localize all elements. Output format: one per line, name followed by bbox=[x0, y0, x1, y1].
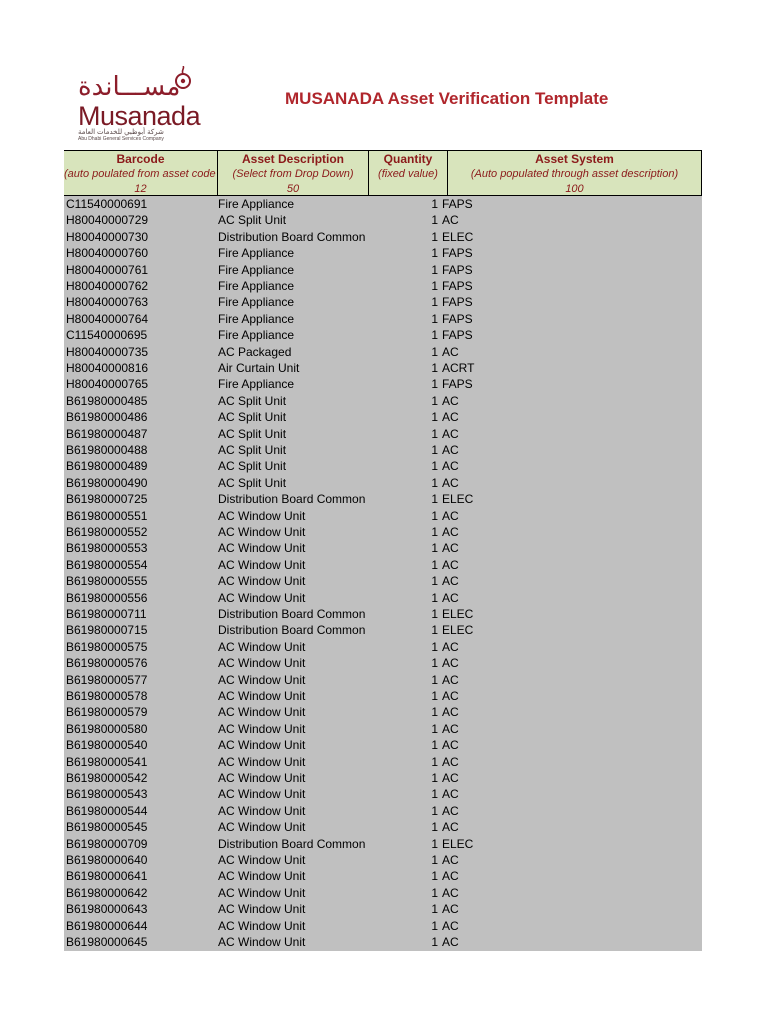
table-row[interactable] bbox=[64, 540, 702, 556]
description-cell[interactable]: AC Window Unit bbox=[218, 738, 306, 753]
system-cell[interactable]: AC bbox=[442, 426, 459, 441]
system-cell[interactable]: AC bbox=[442, 705, 459, 720]
description-cell[interactable]: AC Split Unit bbox=[218, 410, 287, 425]
barcode-cell[interactable]: C11540000695 bbox=[66, 328, 148, 343]
quantity-cell[interactable]: 1 bbox=[431, 443, 438, 457]
table-row[interactable] bbox=[64, 934, 702, 950]
barcode-cell[interactable]: B61980000643 bbox=[66, 902, 148, 917]
system-cell[interactable]: AC bbox=[442, 787, 459, 802]
quantity-cell[interactable]: 1 bbox=[431, 508, 438, 523]
barcode-cell[interactable]: H80040000762 bbox=[66, 279, 149, 293]
system-cell[interactable]: AC bbox=[442, 689, 459, 703]
barcode-cell[interactable]: B61980000709 bbox=[66, 836, 148, 851]
barcode-cell[interactable]: B61980000641 bbox=[66, 869, 148, 884]
table-row[interactable] bbox=[64, 212, 702, 228]
column-header-system bbox=[447, 150, 702, 196]
system-cell[interactable]: FAPS bbox=[442, 328, 473, 343]
system-cell[interactable]: AC bbox=[442, 820, 459, 835]
description-cell[interactable]: Distribution Board Common bbox=[218, 836, 366, 851]
table-row[interactable] bbox=[64, 344, 702, 360]
quantity-cell[interactable]: 1 bbox=[431, 672, 438, 687]
system-cell[interactable]: AC bbox=[442, 885, 459, 900]
system-cell[interactable]: AC bbox=[442, 918, 459, 933]
description-cell[interactable]: Fire Appliance bbox=[218, 197, 295, 211]
quantity-cell[interactable]: 1 bbox=[431, 492, 438, 507]
quantity-cell[interactable]: 1 bbox=[431, 639, 438, 654]
system-cell[interactable]: AC bbox=[442, 574, 459, 589]
barcode-cell[interactable]: B61980000645 bbox=[66, 935, 148, 949]
barcode-cell[interactable]: B61980000577 bbox=[66, 672, 148, 687]
system-cell[interactable]: AC bbox=[442, 525, 459, 539]
barcode-cell[interactable]: B61980000642 bbox=[66, 885, 148, 900]
quantity-cell[interactable]: 1 bbox=[431, 475, 438, 490]
barcode-cell[interactable]: B61980000552 bbox=[66, 525, 148, 539]
barcode-cell[interactable]: B61980000486 bbox=[66, 410, 148, 425]
barcode-cell[interactable]: H80040000760 bbox=[66, 246, 149, 261]
column-header-barcode bbox=[64, 150, 218, 196]
description-cell[interactable]: AC Window Unit bbox=[218, 935, 306, 949]
column-header-note: (Select from Drop Down) bbox=[232, 168, 354, 180]
table-row[interactable] bbox=[64, 508, 702, 524]
system-cell[interactable]: AC bbox=[442, 902, 459, 917]
quantity-cell[interactable]: 1 bbox=[431, 820, 438, 835]
description-cell[interactable]: AC Window Unit bbox=[218, 721, 306, 736]
barcode-cell[interactable]: B61980000711 bbox=[66, 607, 147, 621]
quantity-cell[interactable]: 1 bbox=[431, 213, 438, 228]
barcode-cell[interactable]: H80040000729 bbox=[66, 213, 149, 228]
table-row[interactable] bbox=[64, 655, 702, 671]
system-cell[interactable]: ELEC bbox=[442, 623, 474, 638]
description-cell[interactable]: AC Window Unit bbox=[218, 508, 306, 523]
barcode-cell[interactable]: B61980000545 bbox=[66, 820, 148, 835]
description-cell[interactable]: AC Window Unit bbox=[218, 918, 306, 933]
quantity-cell[interactable]: 1 bbox=[431, 525, 438, 539]
quantity-cell[interactable]: 1 bbox=[431, 328, 438, 343]
table-row[interactable] bbox=[64, 590, 702, 606]
logo-subtitle-english: Abu Dhabi General Services Company bbox=[78, 136, 164, 142]
column-header-note: (fixed value) bbox=[378, 168, 438, 180]
barcode-cell[interactable]: B61980000580 bbox=[66, 721, 148, 736]
column-header-note: (auto poulated from asset code bbox=[64, 168, 216, 180]
system-cell[interactable]: AC bbox=[442, 672, 459, 687]
column-header-label: Asset System bbox=[535, 152, 614, 166]
barcode-cell[interactable]: B61980000575 bbox=[66, 639, 148, 654]
system-cell[interactable]: AC bbox=[442, 869, 459, 884]
description-cell[interactable]: Distribution Board Common bbox=[218, 492, 366, 507]
barcode-cell[interactable]: B61980000543 bbox=[66, 787, 148, 802]
table-row[interactable] bbox=[64, 262, 702, 278]
quantity-cell[interactable]: 1 bbox=[431, 574, 438, 589]
quantity-cell[interactable]: 1 bbox=[431, 459, 438, 474]
table-row[interactable] bbox=[64, 524, 702, 540]
quantity-cell[interactable]: 1 bbox=[431, 295, 438, 310]
description-cell[interactable]: AC Window Unit bbox=[218, 525, 306, 539]
column-header-label: Quantity bbox=[383, 152, 433, 166]
description-cell[interactable]: AC Window Unit bbox=[218, 803, 306, 818]
system-cell[interactable]: ELEC bbox=[442, 492, 474, 507]
quantity-cell[interactable]: 1 bbox=[431, 344, 438, 359]
description-cell[interactable]: AC Window Unit bbox=[218, 705, 306, 720]
column-header-label: Barcode bbox=[116, 152, 165, 166]
column-header-description bbox=[217, 150, 369, 196]
description-cell[interactable]: AC Split Unit bbox=[218, 475, 287, 490]
musanada-logo bbox=[72, 66, 201, 142]
description-cell[interactable]: AC Split Unit bbox=[218, 443, 287, 457]
table-row[interactable] bbox=[64, 458, 702, 474]
quantity-cell[interactable]: 1 bbox=[431, 246, 438, 261]
system-cell[interactable]: AC bbox=[442, 393, 459, 408]
system-cell[interactable]: AC bbox=[442, 508, 459, 523]
system-cell[interactable]: FAPS bbox=[442, 311, 473, 326]
quantity-cell[interactable]: 1 bbox=[431, 803, 438, 818]
table-row[interactable] bbox=[64, 819, 702, 835]
description-cell[interactable]: AC Window Unit bbox=[218, 820, 306, 835]
system-cell[interactable]: AC bbox=[442, 443, 459, 457]
barcode-cell[interactable]: H80040000763 bbox=[66, 295, 149, 310]
barcode-cell[interactable]: B61980000579 bbox=[66, 705, 148, 720]
barcode-cell[interactable]: H80040000764 bbox=[66, 311, 149, 326]
system-cell[interactable]: FAPS bbox=[442, 262, 473, 277]
barcode-cell[interactable]: B61980000576 bbox=[66, 656, 148, 671]
quantity-cell[interactable]: 1 bbox=[431, 787, 438, 802]
quantity-cell[interactable]: 1 bbox=[431, 918, 438, 933]
table-row[interactable] bbox=[64, 901, 702, 917]
barcode-cell[interactable]: B61980000485 bbox=[66, 393, 148, 408]
description-cell[interactable]: Fire Appliance bbox=[218, 279, 295, 293]
quantity-cell[interactable]: 1 bbox=[431, 853, 438, 867]
barcode-cell[interactable]: B61980000544 bbox=[66, 803, 148, 818]
barcode-cell[interactable]: B61980000542 bbox=[66, 771, 148, 785]
quantity-cell[interactable]: 1 bbox=[431, 705, 438, 720]
table-row[interactable] bbox=[64, 229, 702, 245]
column-header-note: (Auto populated through asset description) bbox=[470, 168, 679, 180]
quantity-cell[interactable]: 1 bbox=[431, 197, 438, 211]
quantity-cell[interactable]: 1 bbox=[431, 229, 438, 244]
barcode-cell[interactable]: B61980000487 bbox=[66, 426, 148, 441]
table-row[interactable] bbox=[64, 672, 702, 688]
system-cell[interactable]: AC bbox=[442, 935, 459, 949]
barcode-cell[interactable]: B61980000578 bbox=[66, 689, 148, 703]
description-cell[interactable]: AC Window Unit bbox=[218, 541, 306, 556]
description-cell[interactable]: AC Window Unit bbox=[218, 885, 306, 900]
system-cell[interactable]: AC bbox=[442, 557, 459, 572]
description-cell[interactable]: AC Split Unit bbox=[218, 459, 287, 474]
system-cell[interactable]: AC bbox=[442, 853, 459, 867]
table-row[interactable] bbox=[64, 721, 702, 737]
quantity-cell[interactable]: 1 bbox=[431, 721, 438, 736]
barcode-cell[interactable]: B61980000490 bbox=[66, 475, 148, 490]
description-cell[interactable]: AC Window Unit bbox=[218, 689, 306, 703]
barcode-cell[interactable]: H80040000765 bbox=[66, 377, 149, 392]
page-title: MUSANADA Asset Verification Template bbox=[285, 89, 609, 108]
description-cell[interactable]: AC Window Unit bbox=[218, 639, 306, 654]
description-cell[interactable]: Distribution Board Common bbox=[218, 607, 366, 621]
barcode-cell[interactable]: H80040000730 bbox=[66, 229, 149, 244]
table-row[interactable] bbox=[64, 294, 702, 310]
description-cell[interactable]: AC Window Unit bbox=[218, 869, 306, 884]
quantity-cell[interactable]: 1 bbox=[431, 902, 438, 917]
description-cell[interactable]: Fire Appliance bbox=[218, 328, 295, 343]
barcode-cell[interactable]: B61980000489 bbox=[66, 459, 148, 474]
barcode-cell[interactable]: B61980000553 bbox=[66, 541, 148, 556]
system-cell[interactable]: AC bbox=[442, 344, 459, 359]
barcode-cell[interactable]: B61980000541 bbox=[66, 754, 148, 769]
logo-arabic-text: مســـاندة bbox=[78, 72, 181, 102]
table-row[interactable] bbox=[64, 573, 702, 589]
table-row[interactable] bbox=[64, 475, 702, 491]
table-row[interactable] bbox=[64, 278, 702, 294]
barcode-cell[interactable]: H80040000816 bbox=[66, 361, 149, 375]
barcode-cell[interactable]: B61980000715 bbox=[66, 623, 148, 638]
table-row[interactable] bbox=[64, 245, 702, 261]
table-row[interactable] bbox=[64, 803, 702, 819]
barcode-cell[interactable]: B61980000640 bbox=[66, 853, 148, 867]
barcode-cell[interactable]: B61980000725 bbox=[66, 492, 148, 507]
description-cell[interactable]: AC Packaged bbox=[218, 344, 292, 359]
barcode-cell[interactable]: B61980000540 bbox=[66, 738, 148, 753]
description-cell[interactable]: AC Window Unit bbox=[218, 853, 306, 867]
table-row[interactable] bbox=[64, 442, 702, 458]
quantity-cell[interactable]: 1 bbox=[431, 738, 438, 753]
table-row[interactable] bbox=[64, 393, 702, 409]
quantity-cell[interactable]: 1 bbox=[431, 771, 438, 785]
barcode-cell[interactable]: B61980000488 bbox=[66, 443, 148, 457]
table-row[interactable] bbox=[64, 918, 702, 934]
table-row[interactable] bbox=[64, 360, 702, 376]
table-row[interactable] bbox=[64, 196, 702, 212]
quantity-cell[interactable]: 1 bbox=[431, 836, 438, 851]
table-row[interactable] bbox=[64, 606, 702, 622]
description-cell[interactable]: AC Window Unit bbox=[218, 672, 306, 687]
column-header-width: 12 bbox=[134, 183, 147, 195]
column-header-width: 50 bbox=[286, 183, 300, 195]
quantity-cell[interactable]: 1 bbox=[431, 885, 438, 900]
system-cell[interactable]: AC bbox=[442, 590, 459, 605]
quantity-cell[interactable]: 1 bbox=[431, 311, 438, 326]
system-cell[interactable]: ACRT bbox=[442, 361, 475, 375]
description-cell[interactable]: AC Window Unit bbox=[218, 902, 306, 917]
quantity-cell[interactable]: 1 bbox=[431, 590, 438, 605]
logo-subtitle-arabic: شركة أبوظبي للخدمات العامة bbox=[78, 129, 164, 136]
system-cell[interactable]: FAPS bbox=[442, 246, 473, 261]
column-header-quantity bbox=[368, 150, 448, 196]
table-row[interactable] bbox=[64, 327, 702, 343]
column-header-label: Asset Description bbox=[241, 152, 345, 166]
table-row[interactable] bbox=[64, 491, 702, 507]
description-cell[interactable]: Fire Appliance bbox=[218, 246, 295, 261]
quantity-cell[interactable]: 1 bbox=[431, 426, 438, 441]
quantity-cell[interactable]: 1 bbox=[431, 410, 438, 425]
system-cell[interactable]: ELEC bbox=[442, 229, 474, 244]
quantity-cell[interactable]: 1 bbox=[431, 607, 438, 621]
description-cell[interactable]: AC Window Unit bbox=[218, 787, 306, 802]
quantity-cell[interactable]: 1 bbox=[431, 656, 438, 671]
system-cell[interactable]: ELEC bbox=[442, 607, 474, 621]
table-row[interactable] bbox=[64, 704, 702, 720]
description-cell[interactable]: Fire Appliance bbox=[218, 311, 295, 326]
table-row[interactable] bbox=[64, 426, 702, 442]
table-row[interactable] bbox=[64, 786, 702, 802]
asset-table-body bbox=[64, 196, 702, 951]
description-cell[interactable]: AC Window Unit bbox=[218, 771, 306, 785]
barcode-cell[interactable]: C11540000691 bbox=[66, 197, 148, 211]
quantity-cell[interactable]: 1 bbox=[431, 541, 438, 556]
table-row[interactable] bbox=[64, 885, 702, 901]
table-row[interactable] bbox=[64, 409, 702, 425]
barcode-cell[interactable]: H80040000761 bbox=[66, 262, 149, 277]
system-cell[interactable]: FAPS bbox=[442, 377, 473, 392]
table-row[interactable] bbox=[64, 376, 702, 392]
description-cell[interactable]: AC Split Unit bbox=[218, 393, 287, 408]
system-cell[interactable]: AC bbox=[442, 754, 459, 769]
quantity-cell[interactable]: 1 bbox=[431, 623, 438, 638]
description-cell[interactable]: AC Window Unit bbox=[218, 656, 306, 671]
logo-name: Musanada bbox=[78, 101, 201, 131]
quantity-cell[interactable]: 1 bbox=[431, 279, 438, 293]
system-cell[interactable]: AC bbox=[442, 541, 459, 556]
system-cell[interactable]: AC bbox=[442, 771, 459, 785]
quantity-cell[interactable]: 1 bbox=[431, 393, 438, 408]
system-cell[interactable]: AC bbox=[442, 656, 459, 671]
quantity-cell[interactable]: 1 bbox=[431, 557, 438, 572]
system-cell[interactable]: FAPS bbox=[442, 295, 473, 310]
barcode-cell[interactable]: B61980000554 bbox=[66, 557, 148, 572]
description-cell[interactable]: Fire Appliance bbox=[218, 295, 295, 310]
table-row[interactable] bbox=[64, 622, 702, 638]
description-cell[interactable]: Fire Appliance bbox=[218, 262, 295, 277]
system-cell[interactable]: ELEC bbox=[442, 836, 474, 851]
description-cell[interactable]: AC Split Unit bbox=[218, 213, 287, 228]
quantity-cell[interactable]: 1 bbox=[431, 361, 438, 375]
description-cell[interactable]: AC Window Unit bbox=[218, 754, 306, 769]
system-cell[interactable]: AC bbox=[442, 639, 459, 654]
barcode-cell[interactable]: H80040000735 bbox=[66, 344, 149, 359]
table-row[interactable] bbox=[64, 311, 702, 327]
description-cell[interactable]: AC Split Unit bbox=[218, 426, 287, 441]
table-row[interactable] bbox=[64, 836, 702, 852]
description-cell[interactable]: AC Window Unit bbox=[218, 574, 306, 589]
quantity-cell[interactable]: 1 bbox=[431, 377, 438, 392]
barcode-cell[interactable]: B61980000555 bbox=[66, 574, 148, 589]
table-row[interactable] bbox=[64, 754, 702, 770]
barcode-cell[interactable]: B61980000556 bbox=[66, 590, 148, 605]
table-row[interactable] bbox=[64, 557, 702, 573]
quantity-cell[interactable]: 1 bbox=[431, 262, 438, 277]
description-cell[interactable]: AC Window Unit bbox=[218, 590, 306, 605]
quantity-cell[interactable]: 1 bbox=[431, 935, 438, 949]
barcode-cell[interactable]: B61980000644 bbox=[66, 918, 148, 933]
description-cell[interactable]: AC Window Unit bbox=[218, 557, 306, 572]
system-cell[interactable]: AC bbox=[442, 410, 459, 425]
barcode-cell[interactable]: B61980000551 bbox=[66, 508, 148, 523]
system-cell[interactable]: AC bbox=[442, 803, 459, 818]
table-row[interactable] bbox=[64, 852, 702, 868]
description-cell[interactable]: Distribution Board Common bbox=[218, 623, 366, 638]
table-row[interactable] bbox=[64, 770, 702, 786]
system-cell[interactable]: AC bbox=[442, 475, 459, 490]
system-cell[interactable]: AC bbox=[442, 459, 459, 474]
table-row[interactable] bbox=[64, 737, 702, 753]
description-cell[interactable]: Distribution Board Common bbox=[218, 229, 366, 244]
quantity-cell[interactable]: 1 bbox=[431, 689, 438, 703]
system-cell[interactable]: AC bbox=[442, 213, 459, 228]
table-row[interactable] bbox=[64, 868, 702, 884]
table-row[interactable] bbox=[64, 688, 702, 704]
quantity-cell[interactable]: 1 bbox=[431, 754, 438, 769]
system-cell[interactable]: AC bbox=[442, 721, 459, 736]
description-cell[interactable]: Air Curtain Unit bbox=[218, 361, 300, 375]
column-header-width: 100 bbox=[565, 183, 584, 195]
system-cell[interactable]: FAPS bbox=[442, 197, 473, 211]
system-cell[interactable]: FAPS bbox=[442, 279, 473, 293]
system-cell[interactable]: AC bbox=[442, 738, 459, 753]
description-cell[interactable]: Fire Appliance bbox=[218, 377, 295, 392]
quantity-cell[interactable]: 1 bbox=[431, 869, 438, 884]
table-row[interactable] bbox=[64, 639, 702, 655]
